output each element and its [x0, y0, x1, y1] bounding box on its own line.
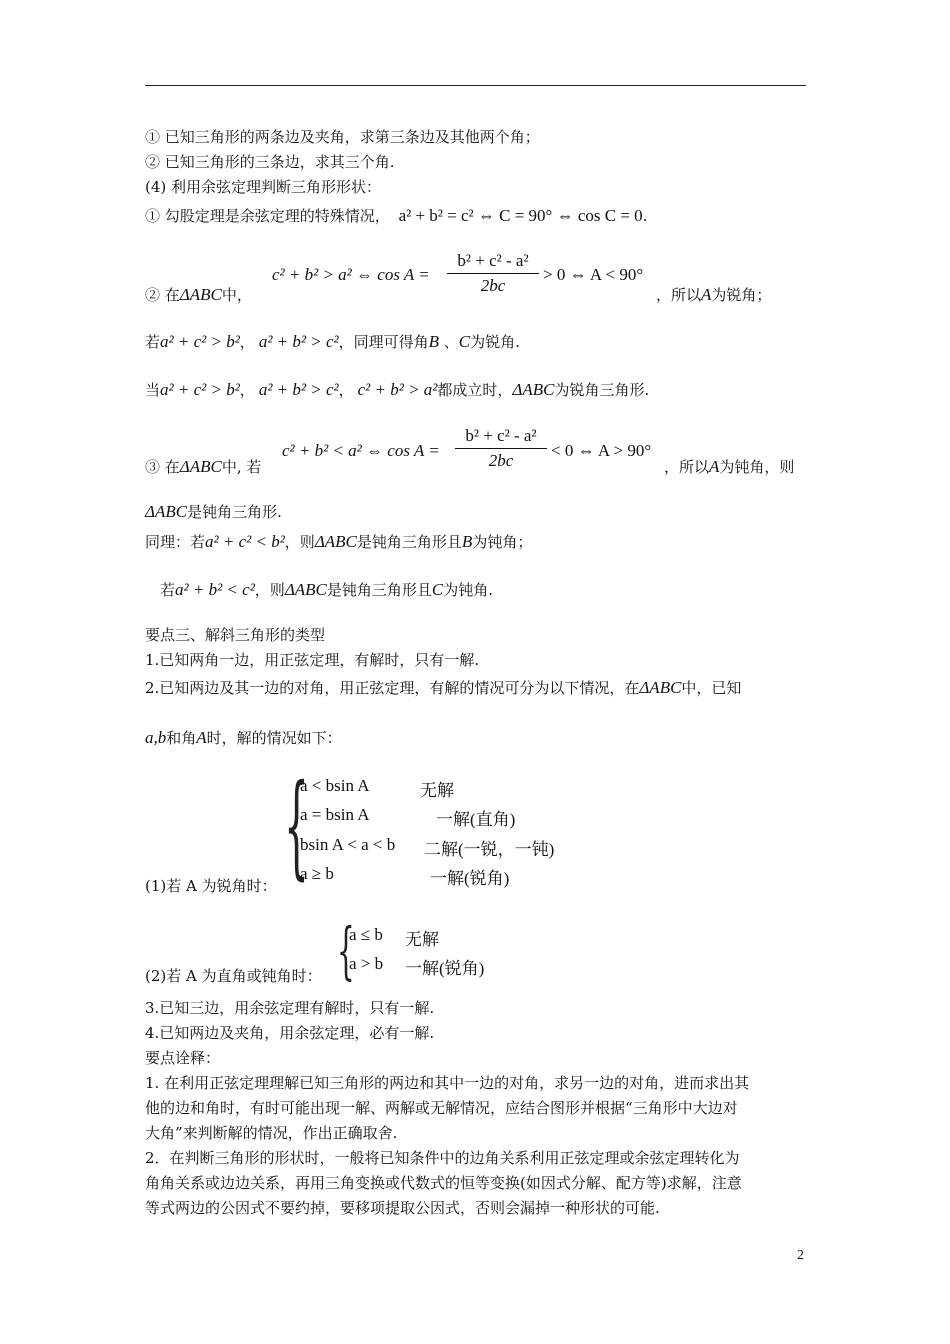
text: 为锐角. [470, 333, 520, 351]
text: ，同理可得角 [338, 333, 429, 351]
triangle-symbol: ΔABC [145, 502, 188, 521]
math-var: A [709, 457, 720, 476]
math-expression: a² + c² < b² [205, 532, 285, 551]
math-var: C [431, 580, 444, 599]
case-result: 一解(锐角) [430, 869, 510, 888]
math-expression: a² + c² > b² [160, 380, 240, 399]
text-line: 角角关系或边边关系，再用三角变换或代数式的恒等变换(如因式分解、配方等)求解，注意 [145, 1174, 742, 1192]
case-condition: a ≤ b [349, 925, 383, 944]
text-line [145, 532, 532, 552]
text-line: ② 已知三角形的三条边，求其三个角. [145, 153, 395, 171]
math-var: A [196, 728, 207, 747]
text: ，所以 [656, 286, 702, 304]
text: 若 [145, 333, 161, 351]
text: 当 [145, 381, 161, 399]
triangle-symbol: ΔABC [512, 380, 555, 399]
text: 为钝角. [443, 581, 494, 599]
left-brace: { [284, 761, 309, 891]
text-line [656, 285, 771, 305]
triangle-symbol: ΔABC [179, 457, 222, 476]
text: 为锐角三角形. [554, 381, 650, 399]
text-line: 当a² + c² > b²， a² + b² > c²， c² + b² > a²都成立时，ΔABC为锐角三角形. [145, 380, 650, 399]
text: 为钝角； [472, 533, 533, 551]
case-condition: a = bsin A [300, 805, 370, 824]
text: 中, 若 [221, 458, 262, 476]
case-result: 无解 [420, 781, 454, 800]
text: 为钝角，则 [719, 458, 795, 476]
text: ① 勾股定理是余弦定理的特殊情况， [145, 207, 390, 225]
text-line [664, 457, 794, 477]
case-result: 无解 [405, 930, 439, 949]
section-heading: 要点三、解斜三角形的类型 [145, 626, 326, 644]
math-expression: a² + b² > c² [258, 380, 339, 399]
fraction [447, 251, 539, 296]
text: 同理：若 [145, 533, 206, 551]
math-expression: a² + b² > c² [258, 332, 339, 351]
math-expression: < 0 ⇔ A > 90° [551, 441, 652, 460]
header-rule [145, 85, 806, 86]
triangle-symbol: ΔABC [179, 285, 222, 304]
text-line [145, 285, 252, 305]
text-line: (4) 利用余弦定理判断三角形形状： [145, 178, 382, 196]
text: 是钝角三角形且 [326, 581, 432, 599]
math-expression: c² + b² > a² [357, 380, 438, 399]
text: 为锐角； [711, 286, 772, 304]
case-result: 二解(一锐，一钝) [424, 840, 555, 859]
text-line: 1. 在利用正弦定理理解已知三角形的两边和其中一边的对角，求另一边的对角，进而求出其 [145, 1074, 750, 1092]
text: 是钝角三角形. [187, 503, 282, 521]
case-condition: a ≥ b [300, 864, 334, 883]
text: 若 [160, 581, 176, 599]
text-line: ① 已知三角形的两条边及夹角，求第三条边及其他两个角； [145, 128, 540, 146]
fraction-denominator: 2bc [488, 451, 514, 470]
text-line [145, 502, 282, 522]
text: ，所以 [664, 458, 710, 476]
text-line: 3.已知三边，用余弦定理有解时，只有一解. [145, 999, 435, 1017]
text: 中，已知 [681, 679, 742, 697]
left-brace: { [337, 914, 355, 987]
math-pythagoras: a² + b² = c² ⇔ C = 90° ⇔ cos C = 0 [398, 206, 643, 225]
text-line [145, 728, 342, 748]
text: ② 在 [145, 286, 180, 304]
case-result: 一解(直角) [436, 810, 516, 829]
triangle-symbol: ΔABC [284, 580, 327, 599]
page-number: 2 [797, 1248, 804, 1263]
math-expression: a² + c² > b² [160, 332, 240, 351]
math-expression: a² + b² < c² [175, 580, 255, 599]
text: 和角 [166, 729, 197, 747]
math-var: B [428, 332, 439, 351]
text-line: 4.已知两边及夹角，用余弦定理，必有一解. [145, 1024, 435, 1042]
fraction-numerator: b² + c² - a² [447, 251, 539, 274]
text: 2.已知两边及其一边的对角，用正弦定理，有解的情况可分为以下情况，在 [145, 679, 640, 697]
text-line: 1.已知两角一边，用正弦定理，有解时，只有一解. [145, 651, 480, 669]
math-expression: c² + b² < a² ⇔ cos A = [282, 441, 440, 460]
math-var: a,b [145, 728, 167, 747]
case-condition: bsin A < a < b [300, 835, 396, 854]
case-label: (2)若 A 为直角或钝角时： [145, 967, 322, 985]
math-var: C [458, 332, 471, 351]
case-condition: a > b [349, 954, 384, 973]
text-line [145, 678, 741, 698]
text-line: 他的边和角时，有时可能出现一解、两解或无解情况，应结合图形并根据“三角形中大边对 [145, 1099, 738, 1117]
text: 是钝角三角形且 [356, 533, 462, 551]
fraction-denominator: 2bc [480, 276, 506, 295]
math-var: B [461, 532, 473, 551]
math-var: A [701, 285, 712, 304]
triangle-symbol: ΔABC [639, 678, 682, 697]
text: 中， [221, 286, 252, 304]
triangle-symbol: ΔABC [314, 532, 357, 551]
fraction-numerator: b² + c² - a² [455, 426, 547, 449]
text-line: 等式两边的公因式不要约掉，要移项提取公因式，否则会漏掉一种形状的可能. [145, 1199, 660, 1217]
text-line [160, 580, 493, 600]
math-expression: > 0 ⇔ A < 90° [543, 265, 644, 284]
text: 都成立时， [437, 381, 513, 399]
case-condition: a < bsin A [300, 776, 370, 795]
text-line: 要点诠释： [145, 1049, 221, 1067]
case-result: 一解(锐角) [405, 959, 485, 978]
case-label: (1)若 A 为锐角时： [145, 877, 277, 895]
text-line [145, 457, 261, 477]
math-expression: c² + b² > a² ⇔ cos A = [272, 265, 430, 284]
text: ，则 [284, 533, 315, 551]
text: ③ 在 [145, 458, 180, 476]
text: 时，解的情况如下： [206, 729, 342, 747]
text-line: 2．在判断三角形的形状时，一般将已知条件中的边角关系利用正弦定理或余弦定理转化为 [145, 1149, 740, 1167]
text: ，则 [254, 581, 285, 599]
text-line: ① 勾股定理是余弦定理的特殊情况， a² + b² = c² ⇔ C = 90° ⇔ cos C = 0. [145, 206, 648, 225]
fraction [455, 426, 547, 471]
text-line: 大角”来判断解的情况，作出正确取舍. [145, 1124, 398, 1142]
text-line: 若a² + c² > b²， a² + b² > c²，同理可得角B 、C为锐角. [145, 332, 520, 351]
